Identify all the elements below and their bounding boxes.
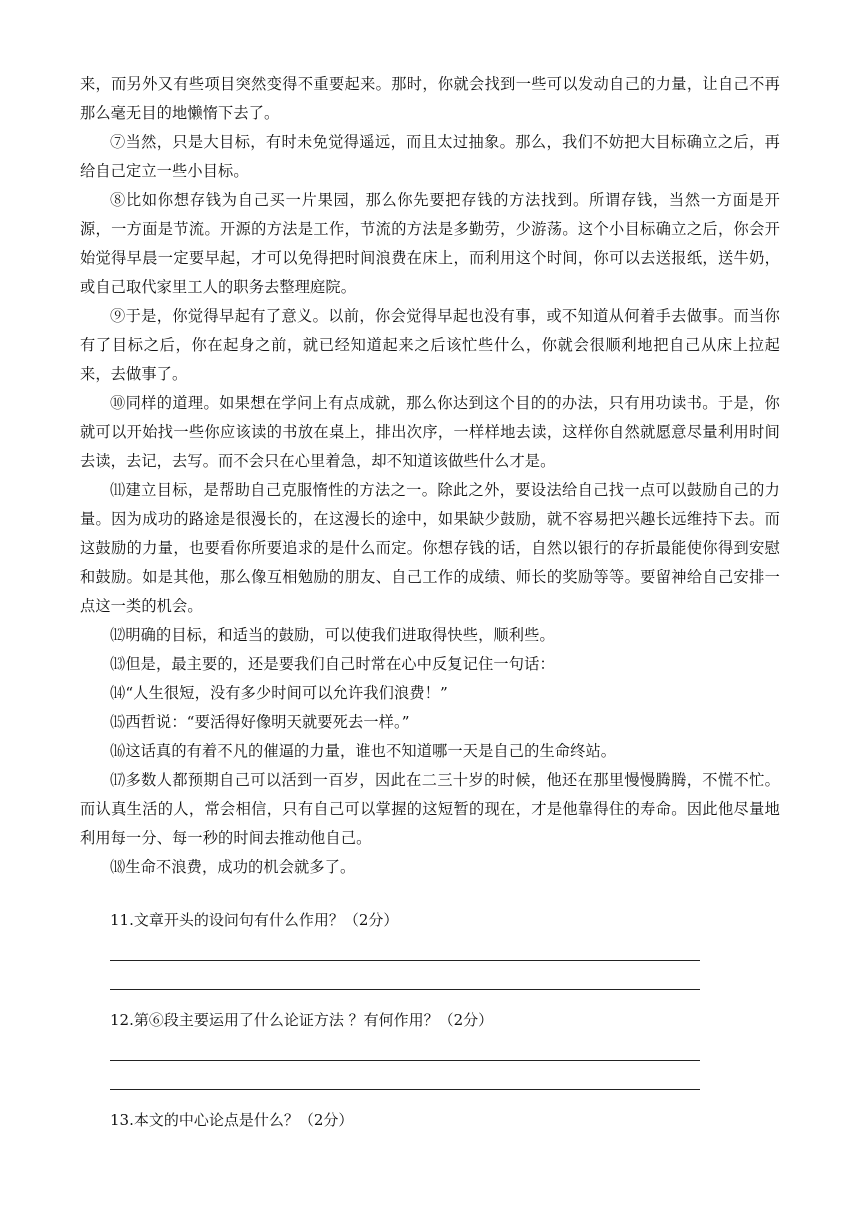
answer-line[interactable] <box>110 1061 700 1090</box>
paragraph-14: ⒁“人生很短，没有多少时间可以允许我们浪费！” <box>110 684 448 702</box>
paragraph-8: ⑧比如你想存钱为自己买一片果园，那么你先要把存钱的方法找到。所谓存钱，当然一方面是开源，一方面是节流。开源的方法是工作，节流的方法是多勤劳，少游荡。这个小目标确立之后，你会开始觉得早晨一定要早起，才可以免得把时间浪费在床上，而利用这个时间，你可以去送报纸，送牛奶，或自己取代家里工人的职务去整理庭院。 <box>80 191 780 296</box>
paragraph-15: ⒂西哲说：“要活得好像明天就要死去一样。” <box>110 713 410 731</box>
question-12-text: 12.第⑥段主要运用了什么论证方法 ？有何作用？（2分） <box>110 1011 494 1029</box>
question-section <box>110 908 710 1142</box>
paragraph-16: ⒃这话真的有着不凡的催逼的力量，谁也不知道哪一天是自己的生命终站。 <box>110 742 617 760</box>
paragraph-12: ⑿明确的目标，和适当的鼓励，可以使我们进取得快些，顺利些。 <box>110 626 555 644</box>
question-11 <box>110 908 710 990</box>
paragraph-11: ⑾建立目标，是帮助自己克服惰性的方法之一。除此之外，要设法给自己找一点可以鼓励自己的力量。因为成功的路途是很漫长的，在这漫长的途中，如果缺少鼓励，就不容易把兴趣长远维持下去。而这鼓励的力量，也要看你所要追求的是什么而定。你想存钱的话，自然以银行的存折最能使你得到安慰和鼓励。如是其他，那么像互相勉励的朋友、自己工作的成绩、师长的奖励等等。要留神给自己安排一点这一类的机会。 <box>80 481 780 615</box>
answer-line[interactable] <box>110 932 700 961</box>
paragraph-18: ⒅生命不浪费，成功的机会就多了。 <box>110 858 356 876</box>
question-11-text: 11.文章开头的设问句有什么作用？（2分） <box>110 911 399 929</box>
article-body <box>80 70 780 882</box>
question-12 <box>110 1008 710 1090</box>
paragraph-7: ⑦当然，只是大目标，有时未免觉得遥远，而且太过抽象。那么，我们不妨把大目标确立之后，再给自己定立一些小目标。 <box>80 133 780 180</box>
paragraph-17: ⒄多数人都预期自己可以活到一百岁，因此在二三十岁的时候，他还在那里慢慢腾腾，不慌不忙。而认真生活的人，常会相信，只有自己可以掌握的这短暂的现在，才是他靠得住的寿命。因此他尽量地利用每一分、每一秒的时间去推动他自己。 <box>80 771 780 847</box>
question-13 <box>110 1108 710 1132</box>
answer-line[interactable] <box>110 1032 700 1061</box>
answer-line[interactable] <box>110 961 700 990</box>
question-13-text: 13.本文的中心论点是什么？（2分） <box>110 1111 354 1129</box>
paragraph-13: ⒀但是，最主要的，还是要我们自己时常在心中反复记住一句话： <box>110 655 555 673</box>
paragraph-9: ⑨于是，你觉得早起有了意义。以前，你会觉得早起也没有事，或不知道从何着手去做事。而当你有了目标之后，你在起身之前，就已经知道起来之后该忙些什么，你就会很顺利地把自己从床上拉起来，去做事了。 <box>80 307 780 383</box>
paragraph-6-continuation: 来，而另外又有些项目突然变得不重要起来。那时，你就会找到一些可以发动自己的力量，让自己不再那么毫无目的地懒惰下去了。 <box>80 75 780 122</box>
paragraph-10: ⑩同样的道理。如果想在学问上有点成就，那么你达到这个目的的办法，只有用功读书。于是，你就可以开始找一些你应该读的书放在桌上，排出次序，一样样地去读，这样你自然就愿意尽量利用时间去读，去记，去写。而不会只在心里着急，却不知道该做些什么才是。 <box>80 394 780 470</box>
